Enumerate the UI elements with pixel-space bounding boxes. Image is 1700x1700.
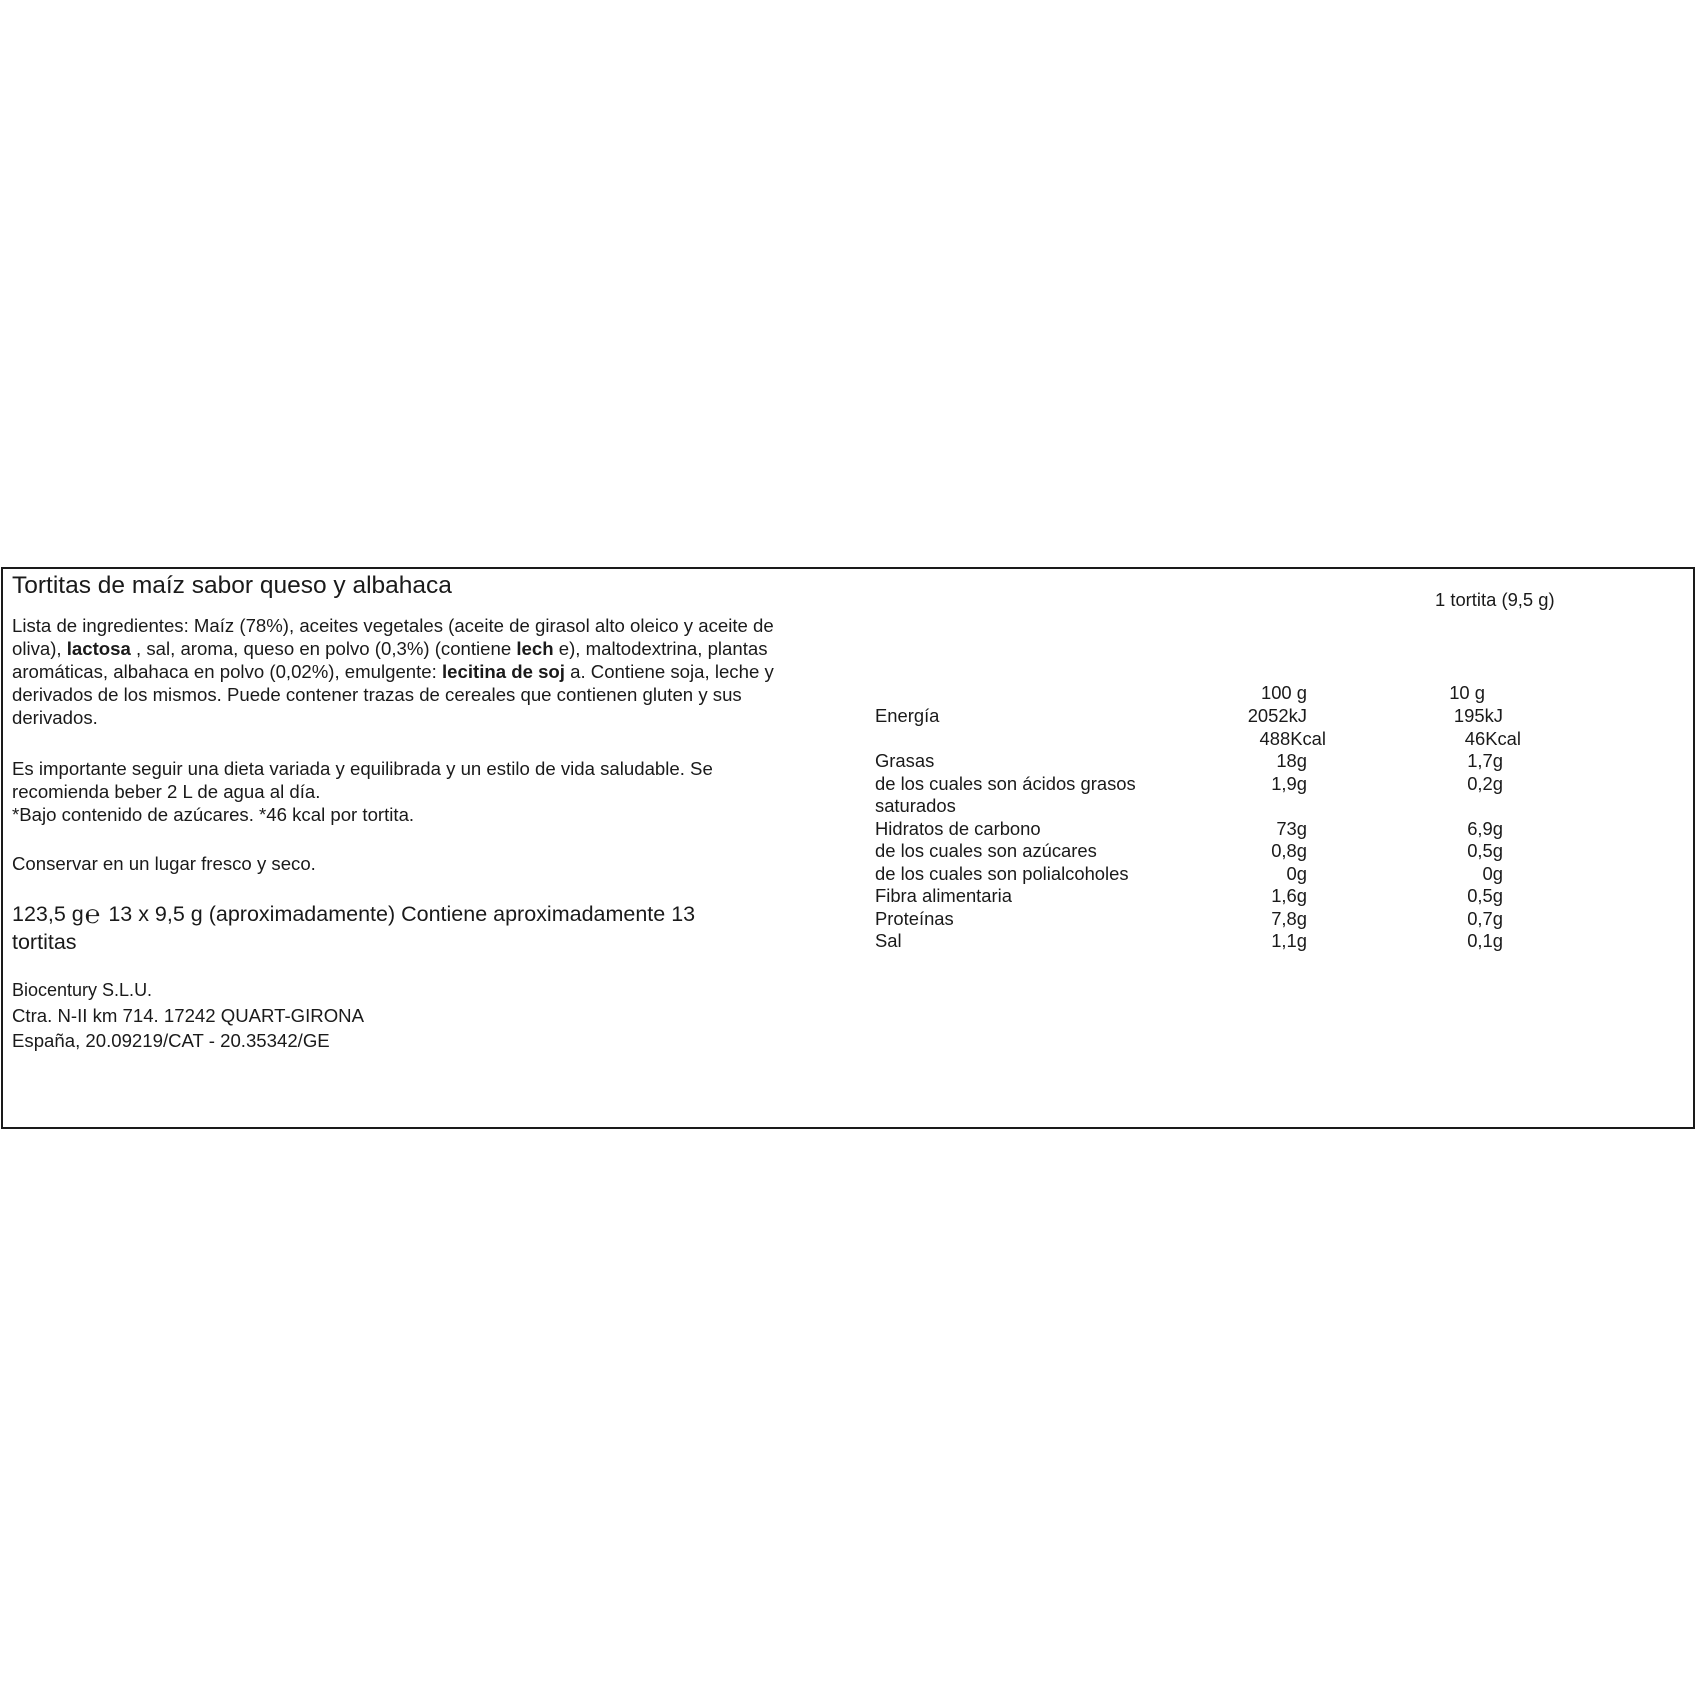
product-title: Tortitas de maíz sabor queso y albahaca <box>12 572 452 599</box>
nutrient-value-10g: 0,5g <box>1467 840 1503 861</box>
nutrient-value-10g: 0,7g <box>1467 907 1503 929</box>
nutrient-label: Fibra alimentaria <box>875 885 1012 906</box>
nutrient-label: Sal <box>875 930 902 951</box>
nutrient-value-10g: 6,9g <box>1467 817 1503 839</box>
nutrient-value-10g: 0g <box>1482 862 1503 884</box>
column-header-100g: 100 g <box>1260 682 1307 703</box>
allergen-lactosa: lactosa <box>66 638 131 659</box>
nutrient-label: saturados <box>875 795 956 816</box>
company-address: Ctra. N-II km 714. 17242 QUART-GIRONA <box>12 1005 365 1026</box>
nutrient-value-100g: 0g <box>1286 862 1307 884</box>
estimated-sign-icon: ℮ <box>84 899 101 929</box>
allergen-soja: lecitina de soj <box>441 661 565 682</box>
nutrient-value-10g: 0,2g <box>1467 772 1503 794</box>
nutrient-value-100g: 7,8g <box>1271 907 1307 929</box>
nutrient-value-10g: 1,7g <box>1467 750 1503 771</box>
nutrient-value-100g: 1,1g <box>1271 930 1307 951</box>
nutrient-value-10g: 0,5g <box>1467 885 1503 906</box>
company-info <box>12 977 364 1053</box>
nutrient-label: de los cuales son ácidos grasos <box>875 772 1136 794</box>
nutrient-label: Proteínas <box>875 907 954 929</box>
nutrient-label: de los cuales son polialcoholes <box>875 862 1129 884</box>
nutrient-value-100g: 18g <box>1276 750 1307 771</box>
nutrient-label: de los cuales son azúcares <box>875 840 1097 861</box>
nutrient-value-10g: 46Kcal <box>1464 727 1521 749</box>
storage-instructions: Conservar en un lugar fresco y seco. <box>12 853 316 874</box>
company-registry: España, 20.09219/CAT - 20.35342/GE <box>12 1030 330 1051</box>
portion-header: 1 tortita (9,5 g) <box>1435 589 1555 610</box>
nutrient-value-100g: 488Kcal <box>1259 727 1326 749</box>
nutrient-value-100g: 2052kJ <box>1247 705 1307 726</box>
nutrient-value-100g: 73g <box>1276 817 1307 839</box>
allergen-leche: lech <box>516 638 554 659</box>
ingredients-list: Lista de ingredientes: Maíz (78%), aceites vegetales (aceite de girasol alto oleico y aceite de oliva), lactosa , sal, aroma, queso en polvo (0,3%) (contiene lech e), maltodextrina, plantas aromáticas, albahaca en polvo (0,02%), emulgente: lecitina de soj a. Contiene soja, leche y derivados de los mismos. Puede contener trazas de cereales que contienen gluten y sus derivados. <box>12 615 774 728</box>
nutrient-value-10g: 195kJ <box>1453 705 1503 726</box>
nutrient-value-10g: 0,1g <box>1467 930 1503 951</box>
nutrient-label: Grasas <box>875 750 935 771</box>
nutrient-label: Energía <box>875 705 940 726</box>
nutrient-label: Hidratos de carbono <box>875 817 1041 839</box>
nutrition-table <box>875 569 1675 1129</box>
product-label <box>1 567 1695 1129</box>
column-header-10g: 10 g <box>1449 682 1485 703</box>
nutrient-value-100g: 1,6g <box>1271 885 1307 906</box>
nutrient-value-100g: 1,9g <box>1271 772 1307 794</box>
net-weight: 123,5 g℮ 13 x 9,5 g (aproximadamente) Contiene aproximadamente 13 tortitas <box>12 899 696 954</box>
health-advice: Es importante seguir una dieta variada y equilibrada y un estilo de vida saludable. Se recomienda beber 2 L de agua al día. *Bajo contenido de azúcares. *46 kcal por tortita. <box>12 758 713 825</box>
company-name: Biocentury S.L.U. <box>12 980 153 1000</box>
nutrient-value-100g: 0,8g <box>1271 840 1307 861</box>
